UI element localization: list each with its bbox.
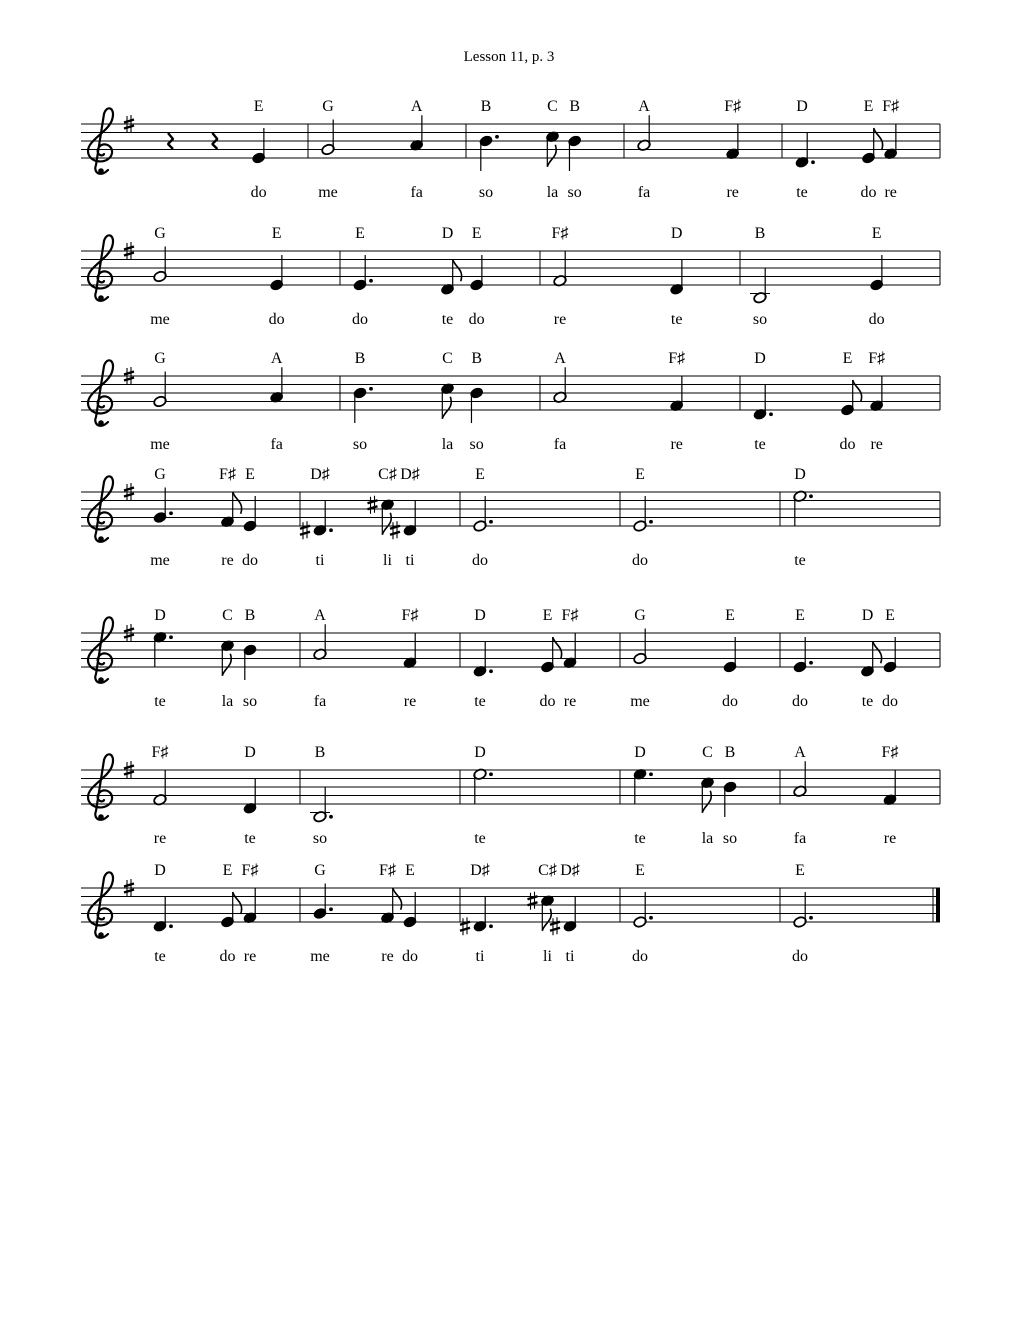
note bbox=[269, 367, 283, 403]
note bbox=[700, 776, 714, 812]
note bbox=[861, 128, 882, 164]
note-name-label: C bbox=[222, 607, 233, 624]
solfege-syllable: te bbox=[244, 830, 256, 847]
solfege-syllable: do bbox=[722, 693, 738, 710]
solfege-syllable: do bbox=[792, 948, 808, 965]
eighth-flag bbox=[442, 397, 451, 419]
system bbox=[81, 350, 940, 453]
note-name-label: F♯ bbox=[868, 350, 886, 367]
system bbox=[81, 466, 940, 569]
note-name-label: D♯ bbox=[310, 466, 330, 483]
note-name-label: B bbox=[754, 225, 766, 242]
treble-clef-icon bbox=[98, 677, 104, 683]
note-name-label: F♯ bbox=[724, 98, 742, 115]
eighth-flag bbox=[393, 888, 402, 910]
key-signature-sharp bbox=[124, 378, 134, 381]
system bbox=[81, 607, 940, 710]
solfege-syllable: me bbox=[150, 552, 170, 569]
solfege-syllable: do bbox=[860, 184, 877, 201]
augmentation-dot bbox=[811, 160, 815, 164]
sharp-accidental bbox=[390, 521, 400, 539]
note-name-label: C♯ bbox=[538, 862, 557, 879]
note bbox=[567, 135, 581, 171]
note-name-label: E bbox=[635, 466, 645, 483]
eighth-flag bbox=[453, 259, 462, 281]
solfege-syllable: so bbox=[478, 184, 494, 201]
note bbox=[243, 644, 257, 680]
solfege-syllable: la bbox=[441, 436, 454, 453]
sharp-accidental bbox=[528, 892, 538, 910]
note bbox=[153, 631, 173, 667]
solfege-syllable: la bbox=[546, 184, 559, 201]
key-signature-sharp bbox=[124, 488, 134, 491]
solfege-syllable: re bbox=[243, 948, 257, 965]
treble-clef-icon bbox=[98, 168, 104, 174]
note-name-label: G bbox=[154, 466, 166, 483]
solfege-syllable: me bbox=[310, 948, 330, 965]
solfege-syllable: do bbox=[242, 552, 258, 569]
solfege-syllable: re bbox=[403, 693, 417, 710]
key-signature-sharp bbox=[124, 890, 134, 893]
augmentation-dot bbox=[769, 412, 773, 416]
note-name-label: D bbox=[154, 607, 166, 624]
treble-clef-icon bbox=[98, 814, 104, 820]
note bbox=[153, 372, 167, 408]
solfege-syllable: ti bbox=[405, 552, 415, 569]
system bbox=[81, 98, 940, 201]
note bbox=[479, 135, 499, 171]
system bbox=[81, 862, 940, 965]
note bbox=[633, 892, 653, 928]
solfege-syllable: re bbox=[553, 311, 567, 328]
note bbox=[390, 500, 417, 539]
eighth-flag bbox=[874, 128, 883, 150]
solfege-syllable: do bbox=[472, 552, 488, 569]
note bbox=[380, 888, 401, 924]
solfege-syllable: te bbox=[154, 948, 166, 965]
note bbox=[440, 259, 461, 295]
note-name-label: A bbox=[554, 350, 566, 367]
note bbox=[220, 492, 241, 528]
note bbox=[473, 496, 493, 532]
note-name-label: C♯ bbox=[378, 466, 397, 483]
solfege-syllable: re bbox=[381, 948, 394, 965]
solfege-syllable: do bbox=[882, 693, 898, 710]
note-name-label: E bbox=[871, 225, 882, 242]
note-name-label: B bbox=[724, 744, 736, 761]
solfege-syllable: te bbox=[474, 830, 486, 847]
augmentation-dot bbox=[649, 520, 653, 524]
note-name-label: F♯ bbox=[379, 862, 396, 879]
eighth-flag bbox=[233, 892, 242, 914]
note-name-label: D♯ bbox=[560, 862, 580, 879]
solfege-syllable: do bbox=[250, 184, 267, 201]
eighth-flag bbox=[542, 909, 551, 931]
augmentation-dot bbox=[809, 494, 813, 498]
note-name-label: C bbox=[547, 98, 558, 115]
note bbox=[251, 128, 265, 164]
solfege-syllable: do bbox=[839, 436, 856, 453]
key-signature-sharp bbox=[124, 772, 134, 775]
note-name-label: E bbox=[245, 466, 255, 483]
note bbox=[795, 132, 815, 168]
note bbox=[300, 500, 333, 539]
note bbox=[793, 637, 813, 673]
treble-clef-icon bbox=[98, 295, 104, 301]
note bbox=[473, 641, 493, 677]
page-title: Lesson 11, p. 3 bbox=[463, 49, 555, 65]
augmentation-dot bbox=[329, 815, 333, 819]
note-name-label: D bbox=[861, 607, 874, 624]
solfege-syllable: re bbox=[883, 830, 897, 847]
solfege-syllable: re bbox=[884, 184, 897, 201]
solfege-syllable: fa bbox=[270, 436, 283, 453]
note-name-label: E bbox=[635, 862, 645, 879]
treble-clef-icon bbox=[98, 932, 104, 938]
solfege-syllable: te bbox=[154, 693, 166, 710]
final-barline-thick bbox=[936, 888, 940, 922]
solfege-syllable: do bbox=[468, 311, 485, 328]
note bbox=[440, 382, 454, 418]
solfege-syllable: li bbox=[543, 948, 552, 965]
solfege-syllable: me bbox=[318, 184, 338, 201]
solfege-syllable: te bbox=[634, 830, 646, 847]
score-systems bbox=[81, 98, 940, 965]
note bbox=[883, 770, 897, 806]
note-name-label: F♯ bbox=[401, 607, 419, 624]
eighth-flag bbox=[702, 791, 711, 813]
note bbox=[723, 637, 737, 673]
solfege-syllable: re bbox=[221, 552, 234, 569]
note-name-label: D bbox=[154, 862, 166, 879]
key-signature-sharp bbox=[124, 635, 134, 638]
note-name-label: A bbox=[314, 607, 326, 624]
note bbox=[669, 259, 683, 295]
note-name-label: E bbox=[725, 607, 735, 624]
note-name-label: D bbox=[244, 744, 256, 761]
solfege-syllable: re bbox=[726, 184, 739, 201]
note bbox=[793, 892, 813, 928]
eighth-flag bbox=[222, 654, 231, 676]
note-name-label: D♯ bbox=[400, 466, 420, 483]
solfege-syllable: re bbox=[153, 830, 167, 847]
note-name-label: E bbox=[471, 225, 482, 242]
note bbox=[269, 255, 283, 291]
note-name-label: E bbox=[842, 350, 853, 367]
augmentation-dot bbox=[329, 528, 333, 532]
note bbox=[540, 637, 561, 673]
solfege-syllable: re bbox=[563, 693, 577, 710]
note-name-label: D bbox=[794, 466, 806, 483]
note bbox=[473, 768, 493, 804]
note-name-label: F♯ bbox=[668, 350, 686, 367]
key-signature-sharp bbox=[124, 629, 134, 632]
eighth-flag bbox=[873, 641, 882, 663]
solfege-syllable: re bbox=[870, 436, 883, 453]
note-name-label: B bbox=[471, 350, 483, 367]
solfege-syllable: fa bbox=[637, 184, 651, 201]
solfege-syllable: te bbox=[754, 436, 766, 453]
augmentation-dot bbox=[169, 511, 173, 515]
note bbox=[409, 115, 423, 151]
solfege-syllable: do bbox=[352, 311, 368, 328]
note-name-label: F♯ bbox=[219, 466, 236, 483]
note bbox=[243, 888, 257, 924]
note-name-label: D bbox=[474, 607, 486, 624]
eighth-flag bbox=[382, 513, 391, 535]
note bbox=[840, 380, 861, 416]
note-name-label: F♯ bbox=[551, 225, 569, 242]
note bbox=[403, 633, 417, 669]
sharp-accidental bbox=[460, 928, 470, 931]
system bbox=[81, 744, 940, 847]
note-name-label: A bbox=[410, 98, 423, 115]
note bbox=[469, 387, 483, 423]
solfege-syllable: te bbox=[441, 311, 454, 328]
augmentation-dot bbox=[489, 924, 493, 928]
solfege-syllable: fa bbox=[793, 830, 807, 847]
sharp-accidental bbox=[550, 928, 560, 931]
solfege-syllable: do bbox=[402, 948, 418, 965]
solfege-syllable: so bbox=[352, 436, 368, 453]
note bbox=[153, 896, 173, 932]
solfege-syllable: ti bbox=[315, 552, 325, 569]
note-name-label: F♯ bbox=[882, 98, 900, 115]
note bbox=[633, 768, 653, 804]
note bbox=[313, 624, 327, 660]
note bbox=[553, 367, 567, 403]
eighth-flag bbox=[553, 637, 562, 659]
sharp-accidental bbox=[550, 917, 560, 935]
solfege-syllable: fa bbox=[553, 436, 567, 453]
note-name-label: B bbox=[569, 98, 581, 115]
solfege-syllable: re bbox=[670, 436, 683, 453]
note bbox=[353, 387, 373, 423]
note-name-label: D bbox=[670, 225, 683, 242]
solfege-syllable: so bbox=[312, 830, 328, 847]
solfege-syllable: so bbox=[567, 184, 582, 201]
note bbox=[563, 633, 577, 669]
augmentation-dot bbox=[809, 916, 813, 920]
note bbox=[313, 884, 333, 920]
note-name-label: A bbox=[638, 98, 650, 115]
note-name-label: G bbox=[154, 350, 166, 367]
solfege-syllable: do bbox=[539, 693, 556, 710]
solfege-syllable: so bbox=[469, 436, 484, 453]
note-name-label: E bbox=[542, 607, 553, 624]
note bbox=[860, 641, 881, 677]
note bbox=[869, 255, 883, 291]
augmentation-dot bbox=[489, 772, 493, 776]
solfege-syllable: do bbox=[632, 948, 648, 965]
key-signature-sharp bbox=[124, 120, 134, 123]
note-name-label: E bbox=[222, 862, 233, 879]
system bbox=[81, 225, 940, 328]
note bbox=[153, 247, 167, 283]
note-name-label: A bbox=[794, 744, 806, 761]
solfege-syllable: do bbox=[868, 311, 885, 328]
note bbox=[753, 384, 773, 420]
note-name-label: E bbox=[355, 225, 365, 242]
augmentation-dot bbox=[369, 279, 373, 283]
note bbox=[669, 376, 683, 412]
treble-clef-icon bbox=[98, 536, 104, 542]
note-name-label: B bbox=[354, 350, 366, 367]
note-name-label: A bbox=[270, 350, 283, 367]
solfege-syllable: te bbox=[670, 311, 683, 328]
note-name-label: E bbox=[475, 466, 485, 483]
treble-clef-icon bbox=[98, 420, 104, 426]
augmentation-dot bbox=[495, 135, 499, 139]
note bbox=[545, 130, 559, 166]
augmentation-dot bbox=[649, 916, 653, 920]
key-signature-sharp bbox=[124, 247, 134, 250]
augmentation-dot bbox=[489, 669, 493, 673]
note bbox=[633, 629, 647, 665]
note bbox=[403, 892, 417, 928]
note-name-label: D bbox=[441, 225, 454, 242]
note-name-label: F♯ bbox=[241, 862, 259, 879]
note-name-label: E bbox=[885, 607, 895, 624]
note bbox=[243, 778, 257, 814]
eighth-flag bbox=[853, 380, 862, 402]
augmentation-dot bbox=[369, 387, 373, 391]
solfege-syllable: ti bbox=[565, 948, 575, 965]
solfege-syllable: me bbox=[150, 436, 170, 453]
solfege-syllable: so bbox=[722, 830, 738, 847]
note bbox=[883, 637, 897, 673]
solfege-syllable: do bbox=[792, 693, 808, 710]
augmentation-dot bbox=[489, 520, 493, 524]
note-name-label: D♯ bbox=[470, 862, 490, 879]
key-signature-sharp bbox=[124, 766, 134, 769]
note bbox=[723, 781, 737, 817]
note bbox=[793, 761, 807, 797]
key-signature-sharp bbox=[124, 126, 134, 129]
note-name-label: D bbox=[796, 98, 808, 115]
note-name-label: E bbox=[405, 862, 415, 879]
note bbox=[243, 496, 257, 532]
solfege-syllable: te bbox=[861, 693, 874, 710]
solfege-syllable: do bbox=[632, 552, 648, 569]
solfege-syllable: so bbox=[242, 693, 258, 710]
key-signature-sharp bbox=[124, 253, 134, 256]
solfege-syllable: li bbox=[383, 552, 392, 569]
note bbox=[469, 255, 483, 291]
eighth-flag bbox=[233, 492, 242, 514]
note-name-label: B bbox=[480, 98, 492, 115]
note-name-label: F♯ bbox=[881, 744, 899, 761]
note bbox=[353, 255, 373, 291]
note-name-label: G bbox=[154, 225, 166, 242]
note bbox=[321, 120, 335, 156]
note-name-label: G bbox=[634, 607, 646, 624]
sharp-accidental bbox=[300, 521, 310, 539]
note bbox=[220, 892, 241, 928]
augmentation-dot bbox=[169, 635, 173, 639]
sharp-accidental bbox=[460, 917, 470, 935]
note bbox=[883, 124, 897, 160]
note-name-label: B bbox=[314, 744, 326, 761]
note-name-label: E bbox=[863, 98, 874, 115]
key-signature-sharp bbox=[124, 884, 134, 887]
solfege-syllable: do bbox=[219, 948, 236, 965]
note bbox=[553, 251, 567, 287]
eighth-flag bbox=[547, 145, 556, 167]
augmentation-dot bbox=[809, 661, 813, 665]
key-signature-sharp bbox=[124, 372, 134, 375]
solfege-syllable: te bbox=[794, 552, 806, 569]
solfege-syllable: ti bbox=[475, 948, 485, 965]
note bbox=[153, 770, 167, 806]
solfege-syllable: te bbox=[796, 184, 808, 201]
note-name-label: D bbox=[474, 744, 486, 761]
note-name-label: F♯ bbox=[151, 744, 169, 761]
solfege-syllable: fa bbox=[313, 693, 327, 710]
note-name-label: C bbox=[442, 350, 453, 367]
note-name-label: D bbox=[754, 350, 766, 367]
augmentation-dot bbox=[169, 924, 173, 928]
note bbox=[793, 490, 813, 526]
note bbox=[637, 115, 651, 151]
solfege-syllable: la bbox=[701, 830, 714, 847]
note-name-label: E bbox=[271, 225, 282, 242]
note bbox=[550, 896, 577, 935]
solfege-syllable: so bbox=[752, 311, 768, 328]
note bbox=[153, 488, 173, 524]
solfege-syllable: fa bbox=[410, 184, 423, 201]
solfege-syllable: do bbox=[268, 311, 285, 328]
note bbox=[220, 639, 234, 675]
augmentation-dot bbox=[329, 907, 333, 911]
note bbox=[633, 496, 653, 532]
note bbox=[725, 124, 739, 160]
solfege-syllable: me bbox=[150, 311, 170, 328]
sharp-accidental bbox=[390, 532, 400, 535]
note-name-label: G bbox=[314, 862, 326, 879]
sharp-accidental bbox=[300, 532, 310, 535]
note bbox=[460, 896, 493, 935]
sharp-accidental bbox=[368, 496, 378, 514]
solfege-syllable: te bbox=[474, 693, 486, 710]
note-name-label: G bbox=[322, 98, 334, 115]
note-name-label: B bbox=[244, 607, 256, 624]
note bbox=[750, 268, 770, 304]
note bbox=[310, 787, 333, 823]
note-name-label: F♯ bbox=[561, 607, 579, 624]
note-name-label: E bbox=[795, 607, 805, 624]
note-name-label: E bbox=[795, 862, 805, 879]
note-name-label: E bbox=[253, 98, 264, 115]
key-signature-sharp bbox=[124, 494, 134, 497]
solfege-syllable: la bbox=[221, 693, 234, 710]
solfege-syllable: me bbox=[630, 693, 650, 710]
note-name-label: C bbox=[702, 744, 713, 761]
note-name-label: D bbox=[634, 744, 646, 761]
augmentation-dot bbox=[649, 772, 653, 776]
note bbox=[869, 376, 883, 412]
